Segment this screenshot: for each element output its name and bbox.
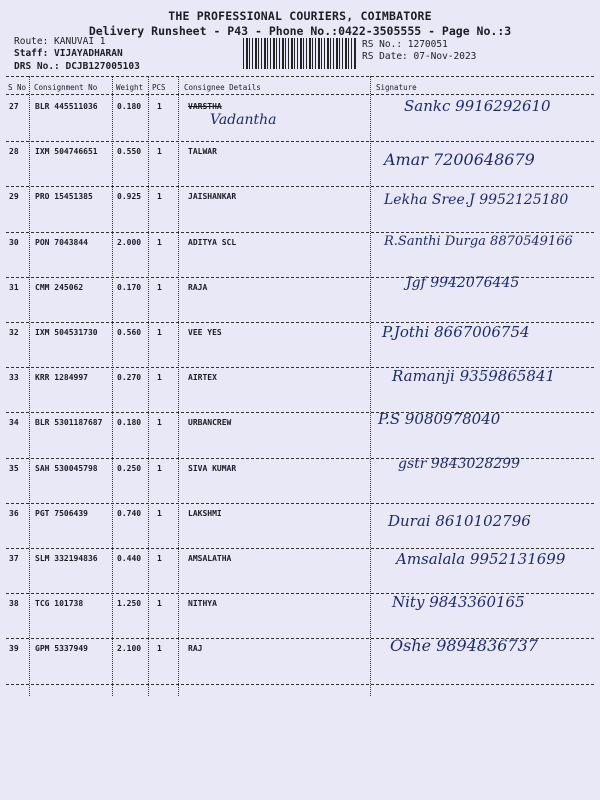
table-row xyxy=(6,595,594,640)
route-label: Route: KANUVAI 1 xyxy=(14,36,106,47)
handwritten-consignee-name: Vadantha xyxy=(210,112,277,128)
runsheet-table xyxy=(6,76,594,796)
consignee-name: VEE YES xyxy=(188,328,222,337)
serial-number: 37 xyxy=(9,554,19,563)
pcs-value: 1 xyxy=(157,418,162,428)
table-row xyxy=(6,188,594,233)
staff-label: Staff: VIJAYADHARAN xyxy=(14,48,123,59)
pcs-value: 1 xyxy=(157,328,162,337)
row-divider xyxy=(6,412,594,413)
pcs-value: 1 xyxy=(157,373,162,383)
consignment-number: TCG 101738 xyxy=(35,599,84,609)
serial-number: 30 xyxy=(9,237,19,247)
weight-value: 0.180 xyxy=(117,102,142,111)
recipient-signature: Amar 7200648679 xyxy=(384,150,535,170)
consignment-number: BLR 445511036 xyxy=(35,102,98,111)
weight-value: 0.925 xyxy=(117,192,142,202)
consignee-name: AMSALATHA xyxy=(188,554,232,563)
consignee-name: URBANCREW xyxy=(188,418,232,428)
col-signature-header: Signature xyxy=(376,83,417,92)
pcs-value: 1 xyxy=(157,554,162,563)
serial-number: 36 xyxy=(9,508,19,518)
consignee-name: JAISHANKAR xyxy=(188,192,237,202)
weight-value: 0.440 xyxy=(117,554,142,563)
serial-number: 33 xyxy=(9,373,19,383)
table-row xyxy=(6,550,594,595)
weight-value: 0.270 xyxy=(117,373,142,383)
consignee-name: ADITYA SCL xyxy=(188,237,237,247)
table-row xyxy=(6,636,594,685)
consignee-name: NITHYA xyxy=(188,599,217,609)
recipient-signature: P.S 9080978040 xyxy=(378,410,501,429)
consignment-number: IXM 504531730 xyxy=(35,328,98,337)
recipient-signature: gstr 9843028299 xyxy=(398,455,520,472)
rs-number: RS No.: 1270051 xyxy=(362,39,448,50)
consignment-number: SAH 530045798 xyxy=(35,463,98,473)
recipient-signature: R.Santhi Durga 8870549166 xyxy=(384,233,573,249)
table-row xyxy=(6,98,594,143)
table-row xyxy=(6,234,594,279)
serial-number: 35 xyxy=(9,463,19,473)
consignment-number: SLM 332194836 xyxy=(35,554,98,563)
consignment-number: KRR 1284997 xyxy=(35,373,88,383)
pcs-value: 1 xyxy=(157,644,162,654)
row-divider xyxy=(6,186,594,187)
row-divider xyxy=(6,232,594,233)
col-consignee-header: Consignee Details xyxy=(184,83,261,92)
weight-value: 0.170 xyxy=(117,282,142,292)
serial-number: 32 xyxy=(9,328,19,337)
consignment-number: GPM 5337949 xyxy=(35,644,88,654)
recipient-signature: Lekha Sree.J 9952125180 xyxy=(384,192,569,209)
weight-value: 0.550 xyxy=(117,147,142,157)
row-divider xyxy=(6,548,594,549)
weight-value: 0.740 xyxy=(117,508,142,518)
company-title: THE PROFESSIONAL COURIERS, COIMBATORE xyxy=(168,9,432,23)
consignee-name: RAJ xyxy=(188,644,203,654)
serial-number: 27 xyxy=(9,102,19,111)
recipient-signature: Oshe 9894836737 xyxy=(390,636,538,656)
table-row xyxy=(6,505,594,550)
pcs-value: 1 xyxy=(157,192,162,202)
consignee-name: AIRTEX xyxy=(188,373,217,383)
table-row xyxy=(6,274,594,324)
pcs-value: 1 xyxy=(157,102,162,111)
pcs-value: 1 xyxy=(157,508,162,518)
pcs-value: 1 xyxy=(157,237,162,247)
weight-value: 0.250 xyxy=(117,463,142,473)
recipient-signature: Amsalala 9952131699 xyxy=(396,550,566,568)
row-divider xyxy=(6,684,594,685)
serial-number: 39 xyxy=(9,644,19,654)
weight-value: 0.180 xyxy=(117,418,142,428)
weight-value: 2.100 xyxy=(117,644,142,654)
consignment-number: IXM 504746651 xyxy=(35,147,98,157)
runsheet-title: Delivery Runsheet - P43 - Phone No.:0422-3505555 - Page No.:3 xyxy=(88,24,512,38)
consignment-number: PON 7043844 xyxy=(35,237,88,247)
serial-number: 31 xyxy=(9,282,19,292)
row-divider xyxy=(6,503,594,504)
col-sno-header: S No xyxy=(8,83,27,92)
table-row xyxy=(6,369,594,414)
table-header-rule xyxy=(6,94,594,95)
rs-date: RS Date: 07-Nov-2023 xyxy=(362,51,477,62)
col-consignment-header: Consignment No xyxy=(34,83,98,92)
table-row xyxy=(6,455,594,505)
table-top-rule xyxy=(6,76,594,77)
consignee-name: VARSTHA xyxy=(188,102,222,111)
serial-number: 34 xyxy=(9,418,19,428)
weight-value: 1.250 xyxy=(117,599,142,609)
weight-value: 0.560 xyxy=(117,328,142,337)
consignee-name: TALWAR xyxy=(188,147,217,157)
recipient-signature: P.Jothi 8667006754 xyxy=(382,323,530,341)
consignee-name: RAJA xyxy=(188,282,208,292)
serial-number: 29 xyxy=(9,192,19,202)
serial-number: 38 xyxy=(9,599,19,609)
col-pcs-header: PCS xyxy=(152,83,166,92)
barcode xyxy=(243,38,356,69)
serial-number: 28 xyxy=(9,147,19,157)
consignee-name: SIVA KUMAR xyxy=(188,463,237,473)
weight-value: 2.000 xyxy=(117,237,142,247)
pcs-value: 1 xyxy=(157,282,162,292)
pcs-value: 1 xyxy=(157,599,162,609)
recipient-signature: Durai 8610102796 xyxy=(388,511,531,530)
row-divider xyxy=(6,141,594,142)
recipient-signature: Nity 9843360165 xyxy=(392,593,525,612)
pcs-value: 1 xyxy=(157,147,162,157)
recipient-signature: Jgf 9942076445 xyxy=(406,274,520,291)
consignment-number: BLR 5301187687 xyxy=(35,418,103,428)
consignment-number: CMM 245062 xyxy=(35,282,84,292)
consignment-number: PGT 7506439 xyxy=(35,508,88,518)
table-row xyxy=(6,410,594,459)
col-weight-header: Weight xyxy=(116,83,144,92)
pcs-value: 1 xyxy=(157,463,162,473)
table-row xyxy=(6,143,594,188)
recipient-signature: Sankc 9916292610 xyxy=(404,97,551,115)
consignment-number: PRO 15451385 xyxy=(35,192,93,202)
consignee-name: LAKSHMI xyxy=(188,508,222,518)
table-row xyxy=(6,324,594,369)
drs-number: DRS No.: DCJB127005103 xyxy=(14,61,140,72)
recipient-signature: Ramanji 9359865841 xyxy=(392,367,556,386)
